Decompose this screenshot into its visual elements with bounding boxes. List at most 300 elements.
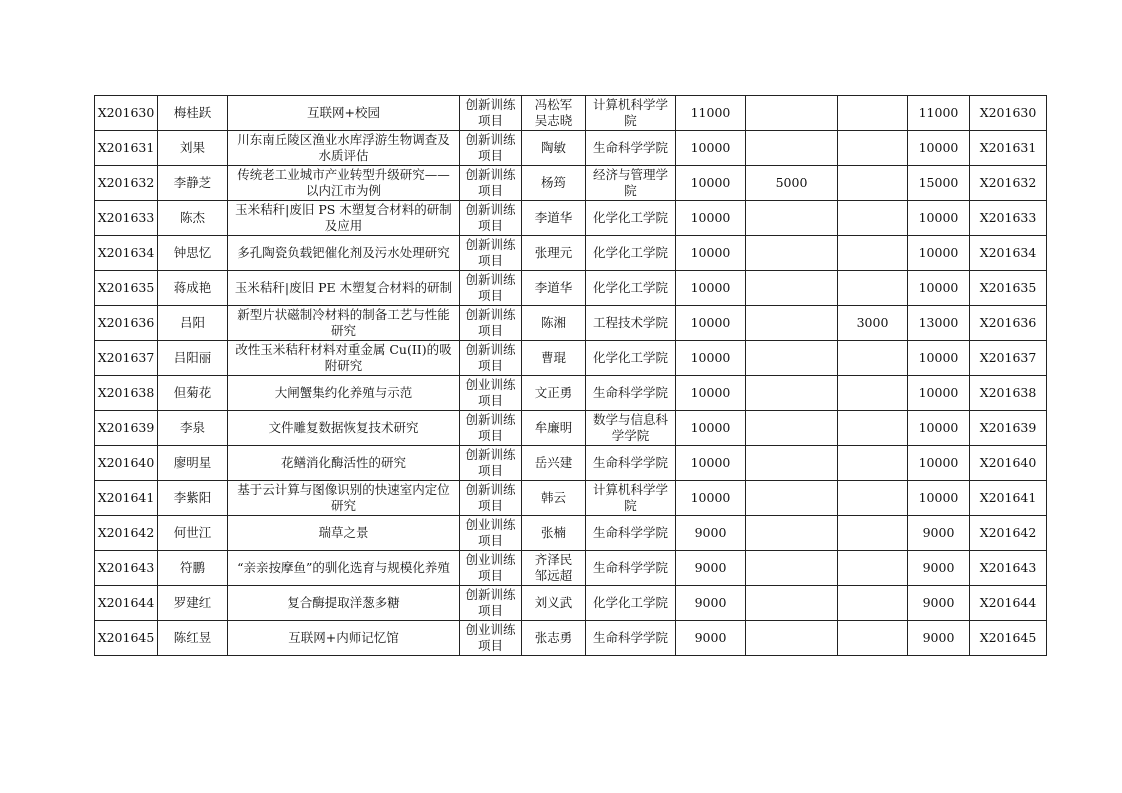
project-type-cell-text: 创新训练项目 (465, 307, 516, 338)
project-id-cell-text: X201637 (97, 350, 155, 365)
table-row (95, 306, 1047, 341)
total-fund-cell (908, 341, 970, 376)
total-fund-cell (908, 551, 970, 586)
leader-cell-text: 蒋成艳 (173, 280, 212, 295)
project-id-cell (95, 96, 158, 131)
project-name-cell (228, 271, 460, 306)
table-row (95, 551, 1047, 586)
total-fund-cell (908, 516, 970, 551)
total-fund-cell (908, 166, 970, 201)
advisor-cell-text: 韩云 (540, 490, 566, 505)
table-row (95, 586, 1047, 621)
fund-a-cell-text: 9000 (694, 525, 727, 540)
college-cell-text: 化学化工学院 (592, 595, 668, 610)
project-id-cell (95, 516, 158, 551)
total-fund-cell (908, 586, 970, 621)
project-id-cell (95, 341, 158, 376)
college-cell-text: 化学化工学院 (592, 210, 668, 225)
fund-c-cell (838, 621, 908, 656)
total-fund-cell-text: 10000 (918, 490, 959, 505)
project-name-cell-text: 花鳝消化酶活性的研究 (280, 455, 406, 470)
fund-b-cell (746, 411, 838, 446)
college-cell (586, 341, 676, 376)
leader-cell (158, 411, 228, 446)
advisor-cell (522, 446, 586, 481)
leader-cell-text: 刘果 (179, 140, 205, 155)
advisor-cell (522, 481, 586, 516)
table-body (95, 96, 1047, 656)
project-id-cell (95, 166, 158, 201)
advisor-cell-text: 杨筠 (540, 175, 566, 190)
project-code-cell-text: X201637 (979, 350, 1037, 365)
table-row (95, 516, 1047, 551)
total-fund-cell (908, 201, 970, 236)
leader-cell-text: 何世江 (173, 525, 212, 540)
total-fund-cell (908, 481, 970, 516)
project-type-cell (460, 306, 522, 341)
leader-cell-text: 陈杰 (179, 210, 205, 225)
fund-a-cell-text: 10000 (690, 350, 731, 365)
project-name-cell (228, 446, 460, 481)
leader-cell (158, 376, 228, 411)
college-cell (586, 411, 676, 446)
project-type-cell-text: 创业训练项目 (465, 552, 516, 583)
project-type-cell (460, 551, 522, 586)
total-fund-cell-text: 13000 (918, 315, 959, 330)
leader-cell-text: 吕阳 (179, 315, 205, 330)
total-fund-cell-text: 10000 (918, 280, 959, 295)
project-code-cell (970, 481, 1047, 516)
advisor-cell (522, 166, 586, 201)
project-name-cell (228, 201, 460, 236)
college-cell-text: 化学化工学院 (592, 350, 668, 365)
fund-a-cell (676, 236, 746, 271)
college-cell-text: 生命科学学院 (592, 525, 668, 540)
project-name-cell-text: 川东南丘陵区渔业水库浮游生物调查及水质评估 (237, 132, 450, 163)
project-name-cell (228, 131, 460, 166)
table-row (95, 96, 1047, 131)
project-code-cell-text: X201643 (979, 560, 1037, 575)
advisor-cell-text: 张理元 (534, 245, 573, 260)
leader-cell (158, 96, 228, 131)
project-type-cell (460, 166, 522, 201)
fund-b-cell (746, 341, 838, 376)
fund-b-cell (746, 236, 838, 271)
leader-cell (158, 201, 228, 236)
leader-cell-text: 李静芝 (173, 175, 212, 190)
fund-a-cell-text: 10000 (690, 455, 731, 470)
leader-cell-text: 吕阳丽 (173, 350, 212, 365)
fund-a-cell (676, 341, 746, 376)
project-id-cell-text: X201632 (97, 175, 155, 190)
leader-cell-text: 梅桂跃 (173, 105, 212, 120)
table-row (95, 341, 1047, 376)
project-type-cell (460, 96, 522, 131)
project-name-cell (228, 166, 460, 201)
project-name-cell-text: 玉米秸秆|废旧 PE 木塑复合材料的研制 (234, 280, 453, 295)
total-fund-cell (908, 621, 970, 656)
advisor-cell-text: 张楠 (540, 525, 566, 540)
college-cell (586, 376, 676, 411)
total-fund-cell-text: 10000 (918, 140, 959, 155)
leader-cell (158, 551, 228, 586)
project-code-cell-text: X201641 (979, 490, 1037, 505)
project-code-cell (970, 96, 1047, 131)
leader-cell (158, 236, 228, 271)
fund-a-cell-text: 10000 (690, 210, 731, 225)
project-code-cell (970, 341, 1047, 376)
fund-a-cell-text: 10000 (690, 140, 731, 155)
fund-c-cell (838, 271, 908, 306)
total-fund-cell-text: 15000 (918, 175, 959, 190)
project-id-cell-text: X201633 (97, 210, 155, 225)
leader-cell (158, 306, 228, 341)
total-fund-cell-text: 9000 (922, 560, 955, 575)
project-name-cell (228, 236, 460, 271)
project-code-cell-text: X201631 (979, 140, 1037, 155)
advisor-cell (522, 376, 586, 411)
fund-b-cell (746, 376, 838, 411)
total-fund-cell-text: 10000 (918, 385, 959, 400)
fund-a-cell (676, 481, 746, 516)
fund-b-cell (746, 131, 838, 166)
total-fund-cell (908, 96, 970, 131)
project-name-cell-text: 互联网+内师记忆馆 (288, 630, 399, 645)
project-type-cell-text: 创新训练项目 (465, 237, 516, 268)
college-cell-text: 计算机科学学院 (592, 97, 668, 128)
total-fund-cell (908, 236, 970, 271)
project-id-cell-text: X201642 (97, 525, 155, 540)
project-name-cell (228, 551, 460, 586)
leader-cell-text: 陈红昱 (173, 630, 212, 645)
project-type-cell-text: 创业训练项目 (465, 622, 516, 653)
table-row (95, 411, 1047, 446)
advisor-cell (522, 236, 586, 271)
total-fund-cell-text: 9000 (922, 630, 955, 645)
project-name-cell-text: 文件雕复数据恢复技术研究 (268, 420, 419, 435)
project-code-cell-text: X201630 (979, 105, 1037, 120)
leader-cell (158, 481, 228, 516)
fund-a-cell-text: 9000 (694, 630, 727, 645)
project-name-cell (228, 411, 460, 446)
college-cell (586, 131, 676, 166)
project-id-cell-text: X201643 (97, 560, 155, 575)
project-name-cell-text: 新型片状磁制冷材料的制备工艺与性能研究 (237, 307, 450, 338)
project-name-cell (228, 586, 460, 621)
fund-a-cell (676, 96, 746, 131)
fund-c-cell-text: 3000 (856, 315, 889, 330)
project-type-cell (460, 446, 522, 481)
total-fund-cell-text: 10000 (918, 350, 959, 365)
project-id-cell-text: X201639 (97, 420, 155, 435)
leader-cell (158, 341, 228, 376)
total-fund-cell-text: 10000 (918, 210, 959, 225)
project-id-cell-text: X201635 (97, 280, 155, 295)
college-cell-text: 化学化工学院 (592, 245, 668, 260)
project-type-cell (460, 201, 522, 236)
leader-cell (158, 621, 228, 656)
project-name-cell-text: 改性玉米秸秆材料对重金属 Cu(II)的吸附研究 (235, 342, 452, 373)
fund-c-cell (838, 306, 908, 341)
total-fund-cell-text: 9000 (922, 595, 955, 610)
project-code-cell-text: X201634 (979, 245, 1037, 260)
project-id-cell (95, 236, 158, 271)
fund-c-cell (838, 586, 908, 621)
project-code-cell-text: X201644 (979, 595, 1037, 610)
fund-a-cell-text: 10000 (690, 175, 731, 190)
fund-c-cell (838, 551, 908, 586)
project-id-cell (95, 376, 158, 411)
leader-cell-text: 廖明星 (173, 455, 212, 470)
project-name-cell-text: 大闸蟹集约化养殖与示范 (274, 385, 413, 400)
project-id-cell (95, 306, 158, 341)
project-name-cell-text: 瑞草之景 (318, 525, 369, 540)
college-cell (586, 96, 676, 131)
project-id-cell-text: X201645 (97, 630, 155, 645)
project-id-cell-text: X201634 (97, 245, 155, 260)
leader-cell-text: 李泉 (179, 420, 205, 435)
table-row (95, 236, 1047, 271)
project-code-cell-text: X201633 (979, 210, 1037, 225)
advisor-cell (522, 411, 586, 446)
table-row (95, 271, 1047, 306)
leader-cell-text: 但菊花 (173, 385, 212, 400)
project-name-cell-text: 多孔陶瓷负载钯催化剂及污水处理研究 (237, 245, 450, 260)
fund-b-cell (746, 96, 838, 131)
fund-b-cell (746, 586, 838, 621)
fund-c-cell (838, 481, 908, 516)
college-cell-text: 生命科学学院 (592, 455, 668, 470)
advisor-cell-text: 李道华 (534, 280, 573, 295)
project-id-cell-text: X201638 (97, 385, 155, 400)
project-type-cell-text: 创新训练项目 (465, 202, 516, 233)
project-code-cell (970, 376, 1047, 411)
total-fund-cell-text: 9000 (922, 525, 955, 540)
fund-c-cell (838, 341, 908, 376)
advisor-cell-text: 陈湘 (540, 315, 566, 330)
college-cell-text: 生命科学学院 (592, 140, 668, 155)
project-name-cell (228, 341, 460, 376)
fund-c-cell (838, 96, 908, 131)
project-name-cell-text: 玉米秸秆|废旧 PS 木塑复合材料的研制及应用 (235, 202, 452, 233)
fund-a-cell (676, 621, 746, 656)
advisor-cell-text: 李道华 (534, 210, 573, 225)
fund-a-cell (676, 411, 746, 446)
fund-a-cell-text: 10000 (690, 245, 731, 260)
project-id-cell (95, 446, 158, 481)
project-code-cell (970, 551, 1047, 586)
leader-cell-text: 符鹏 (179, 560, 205, 575)
college-cell-text: 生命科学学院 (592, 560, 668, 575)
total-fund-cell (908, 411, 970, 446)
project-type-cell-text: 创新训练项目 (465, 342, 516, 373)
fund-b-cell (746, 306, 838, 341)
project-id-cell-text: X201636 (97, 315, 155, 330)
total-fund-cell (908, 271, 970, 306)
advisor-cell (522, 516, 586, 551)
project-type-cell (460, 236, 522, 271)
total-fund-cell (908, 446, 970, 481)
college-cell-text: 化学化工学院 (592, 280, 668, 295)
college-cell (586, 516, 676, 551)
project-code-cell (970, 236, 1047, 271)
fund-a-cell-text: 11000 (690, 105, 731, 120)
fund-a-cell (676, 446, 746, 481)
college-cell (586, 201, 676, 236)
fund-a-cell (676, 516, 746, 551)
project-code-cell (970, 271, 1047, 306)
college-cell-text: 数学与信息科学学院 (592, 412, 668, 443)
project-code-cell-text: X201636 (979, 315, 1037, 330)
college-cell-text: 工程技术学院 (592, 315, 668, 330)
advisor-cell (522, 586, 586, 621)
project-id-cell (95, 621, 158, 656)
project-type-cell-text: 创新训练项目 (465, 447, 516, 478)
college-cell-text: 计算机科学学院 (592, 482, 668, 513)
advisor-cell (522, 551, 586, 586)
table-row (95, 131, 1047, 166)
project-id-cell (95, 551, 158, 586)
advisor-cell-text: 张志勇 (534, 630, 573, 645)
project-name-cell-text: 基于云计算与图像识别的快速室内定位研究 (237, 482, 450, 513)
project-name-cell (228, 376, 460, 411)
college-cell (586, 446, 676, 481)
fund-a-cell (676, 131, 746, 166)
leader-cell (158, 166, 228, 201)
fund-a-cell (676, 271, 746, 306)
leader-cell (158, 271, 228, 306)
project-code-cell-text: X201640 (979, 455, 1037, 470)
fund-c-cell (838, 376, 908, 411)
leader-cell-text: 罗建红 (173, 595, 212, 610)
fund-a-cell (676, 166, 746, 201)
leader-cell (158, 586, 228, 621)
college-cell (586, 166, 676, 201)
total-fund-cell (908, 306, 970, 341)
fund-b-cell (746, 166, 838, 201)
project-id-cell (95, 411, 158, 446)
project-code-cell-text: X201642 (979, 525, 1037, 540)
project-type-cell-text: 创新训练项目 (465, 97, 516, 128)
total-fund-cell (908, 131, 970, 166)
table-row (95, 481, 1047, 516)
project-code-cell (970, 411, 1047, 446)
project-type-cell (460, 271, 522, 306)
project-code-cell (970, 166, 1047, 201)
fund-a-cell (676, 306, 746, 341)
fund-a-cell-text: 10000 (690, 385, 731, 400)
project-id-cell (95, 586, 158, 621)
advisor-cell-text: 刘义武 (534, 595, 573, 610)
fund-c-cell (838, 236, 908, 271)
project-id-cell (95, 271, 158, 306)
project-name-cell-text: “亲亲按摩鱼”的驯化选育与规模化养殖 (237, 560, 450, 575)
fund-a-cell-text: 10000 (690, 490, 731, 505)
table-row (95, 166, 1047, 201)
project-code-cell (970, 446, 1047, 481)
project-name-cell (228, 481, 460, 516)
project-code-cell (970, 516, 1047, 551)
project-type-cell-text: 创新训练项目 (465, 167, 516, 198)
table-row (95, 376, 1047, 411)
leader-cell (158, 131, 228, 166)
project-id-cell-text: X201644 (97, 595, 155, 610)
college-cell (586, 551, 676, 586)
project-code-cell-text: X201645 (979, 630, 1037, 645)
fund-c-cell (838, 201, 908, 236)
project-code-cell (970, 131, 1047, 166)
fund-b-cell-text: 5000 (775, 175, 808, 190)
project-name-cell-text: 互联网+校园 (307, 105, 380, 120)
total-fund-cell-text: 11000 (918, 105, 959, 120)
project-type-cell-text: 创业训练项目 (465, 517, 516, 548)
project-name-cell-text: 传统老工业城市产业转型升级研究——以内江市为例 (237, 167, 450, 198)
project-id-cell (95, 201, 158, 236)
fund-b-cell (746, 271, 838, 306)
leader-cell (158, 446, 228, 481)
project-type-cell (460, 341, 522, 376)
total-fund-cell (908, 376, 970, 411)
project-name-cell-text: 复合酶提取洋葱多糖 (287, 595, 400, 610)
project-type-cell (460, 376, 522, 411)
project-id-cell (95, 131, 158, 166)
fund-c-cell (838, 516, 908, 551)
total-fund-cell-text: 10000 (918, 245, 959, 260)
college-cell (586, 621, 676, 656)
project-name-cell (228, 516, 460, 551)
project-id-cell-text: X201630 (97, 105, 155, 120)
project-type-cell (460, 131, 522, 166)
project-type-cell (460, 621, 522, 656)
project-id-cell-text: X201640 (97, 455, 155, 470)
fund-b-cell (746, 551, 838, 586)
fund-a-cell (676, 201, 746, 236)
advisor-cell (522, 131, 586, 166)
project-name-cell (228, 306, 460, 341)
fund-b-cell (746, 516, 838, 551)
college-cell (586, 481, 676, 516)
college-cell-text: 经济与管理学院 (592, 167, 668, 198)
advisor-cell (522, 96, 586, 131)
advisor-cell-text: 齐泽民 邹远超 (534, 552, 573, 583)
table-row (95, 446, 1047, 481)
advisor-cell (522, 341, 586, 376)
project-id-cell-text: X201641 (97, 490, 155, 505)
project-type-cell-text: 创新训练项目 (465, 482, 516, 513)
leader-cell-text: 钟思忆 (173, 245, 212, 260)
fund-c-cell (838, 166, 908, 201)
advisor-cell (522, 621, 586, 656)
advisor-cell (522, 306, 586, 341)
project-code-cell (970, 306, 1047, 341)
fund-a-cell-text: 9000 (694, 595, 727, 610)
project-type-cell-text: 创新训练项目 (465, 412, 516, 443)
fund-b-cell (746, 201, 838, 236)
fund-c-cell (838, 131, 908, 166)
fund-a-cell-text: 10000 (690, 280, 731, 295)
leader-cell (158, 516, 228, 551)
advisor-cell-text: 岳兴建 (534, 455, 573, 470)
college-cell (586, 586, 676, 621)
project-code-cell-text: X201632 (979, 175, 1037, 190)
project-type-cell-text: 创新训练项目 (465, 132, 516, 163)
project-type-cell-text: 创新训练项目 (465, 272, 516, 303)
project-id-cell-text: X201631 (97, 140, 155, 155)
project-type-cell (460, 411, 522, 446)
project-funding-table (94, 95, 1047, 656)
project-code-cell (970, 621, 1047, 656)
project-name-cell (228, 621, 460, 656)
